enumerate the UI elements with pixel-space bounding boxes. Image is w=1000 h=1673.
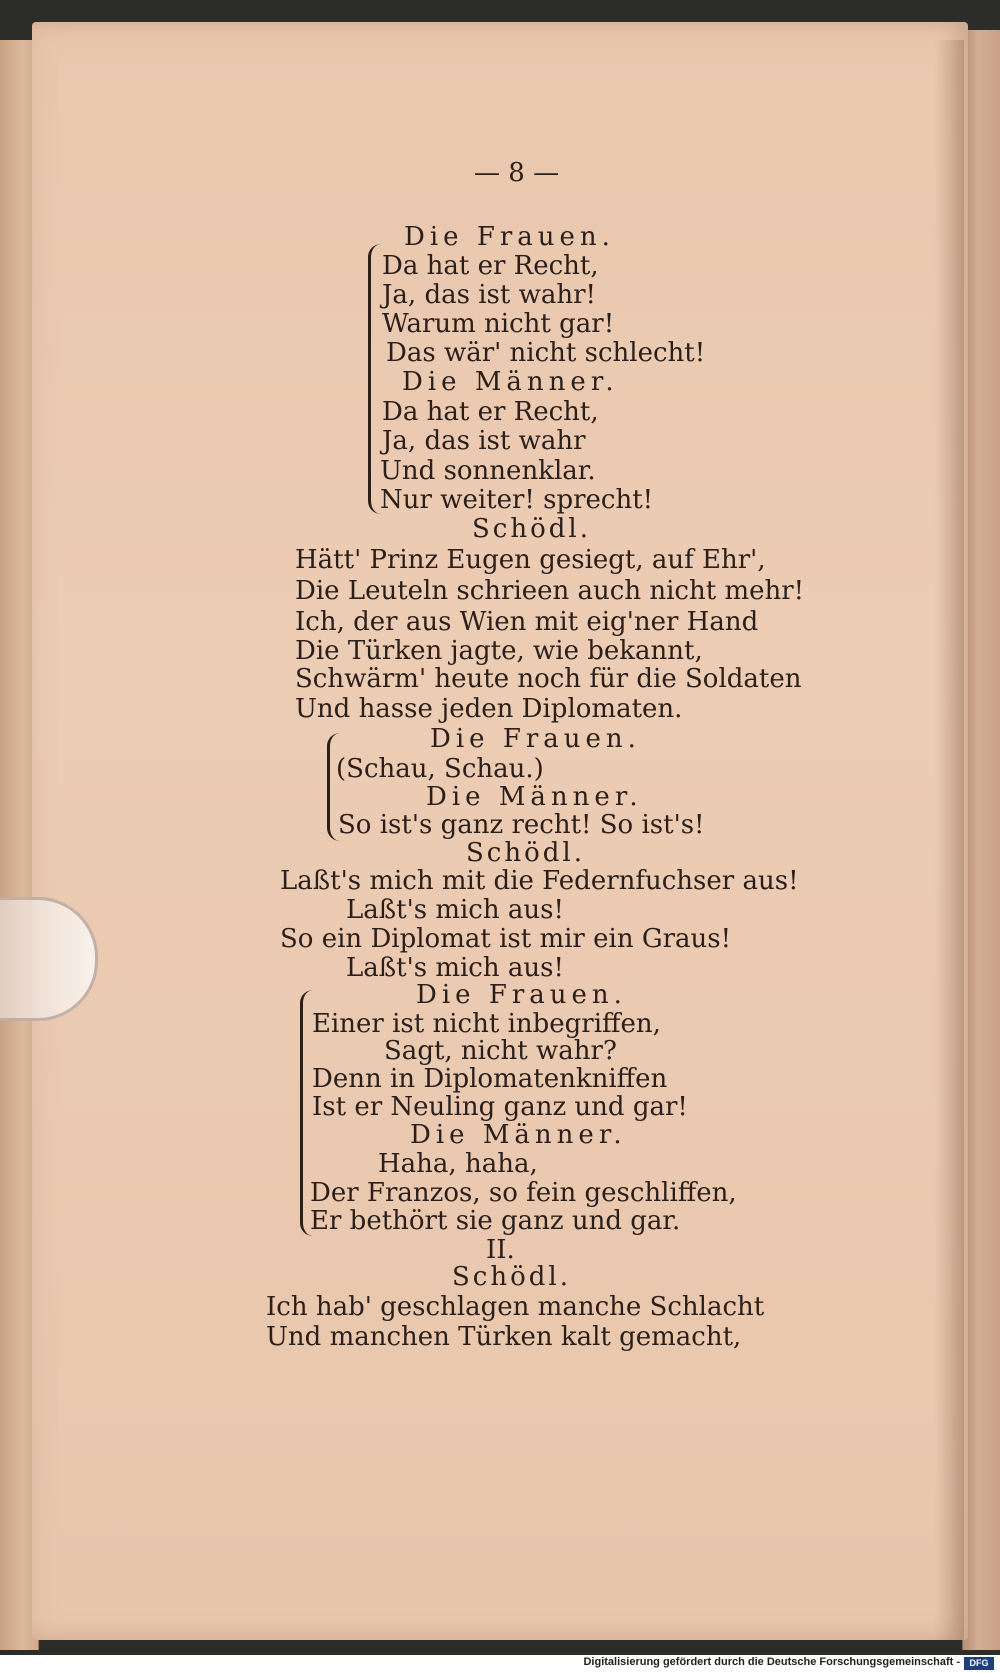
verse-line: Nur weiter! sprecht! [380,485,654,515]
verse-line: Schwärm' heute noch für die Soldaten [295,664,802,694]
verse-line: Ist er Neuling ganz und gar! [312,1092,688,1122]
verse-line: Da hat er Recht, [382,251,599,281]
speaker-heading: Schödl. [472,514,591,544]
verse-line: Und hasse jeden Diplomaten. [295,694,683,724]
verse-line: Ich, der aus Wien mit eig'ner Hand [295,607,759,637]
speaker-heading: Die Männer. [410,1120,627,1150]
verse-line: Denn in Diplomatenkniffen [312,1064,668,1094]
verse-line: Ja, das ist wahr! [382,280,596,310]
gutter-shadow [934,40,964,1640]
speaker-heading: Schödl. [466,838,585,868]
verse-line: Ich hab' geschlagen manche Schlacht [266,1292,765,1322]
speaker-heading: Die Frauen. [430,724,641,754]
verse-line: Warum nicht gar! [382,309,615,339]
verse-line: So ein Diplomat ist mir ein Graus! [280,924,732,954]
verse-line: Die Leuteln schrieen auch nicht mehr! [295,576,805,606]
verse-line: Hätt' Prinz Eugen gesiegt, auf Ehr', [295,545,766,575]
verse-line: Sagt, nicht wahr? [384,1036,617,1066]
verse-line: Der Franzos, so fein geschliffen, [310,1178,737,1208]
dfg-logo: DFG [964,1657,994,1670]
speaker-heading: Die Frauen. [416,980,627,1010]
verse-line: Laßt's mich aus! [346,895,564,925]
verse-line: Das wär' nicht schlecht! [386,338,706,368]
verse-line: Laßt's mich aus! [346,953,564,983]
footer-bar [0,1655,1000,1673]
verse-line: Einer ist nicht inbegriffen, [312,1009,661,1039]
verse-line: Er bethört sie ganz und gar. [310,1206,681,1236]
verse-line: Und manchen Türken kalt gemacht, [266,1322,742,1352]
page-number: — 8 — [474,158,560,188]
verse-line: Ja, das ist wahr [382,426,586,456]
verse-line: Und sonnenklar. [380,456,596,486]
verse-line: (Schau, Schau.) [336,754,544,784]
verse-line: Laßt's mich mit die Federnfuchser aus! [280,866,799,896]
section-number: II. [486,1235,515,1265]
verse-line: Haha, haha, [378,1149,538,1179]
speaker-heading: Die Frauen. [404,222,615,252]
verse-line: So ist's ganz recht! So ist's! [338,810,705,840]
speaker-heading: Die Männer. [402,367,619,397]
speaker-heading: Schödl. [452,1262,571,1292]
speaker-heading: Die Männer. [426,782,643,812]
verse-line: Da hat er Recht, [382,397,599,427]
funding-credit: Digitalisierung gefördert durch die Deutsche Forschungsgemeinschaft - [583,1656,960,1668]
verse-line: Die Türken jagte, wie bekannt, [295,636,703,666]
